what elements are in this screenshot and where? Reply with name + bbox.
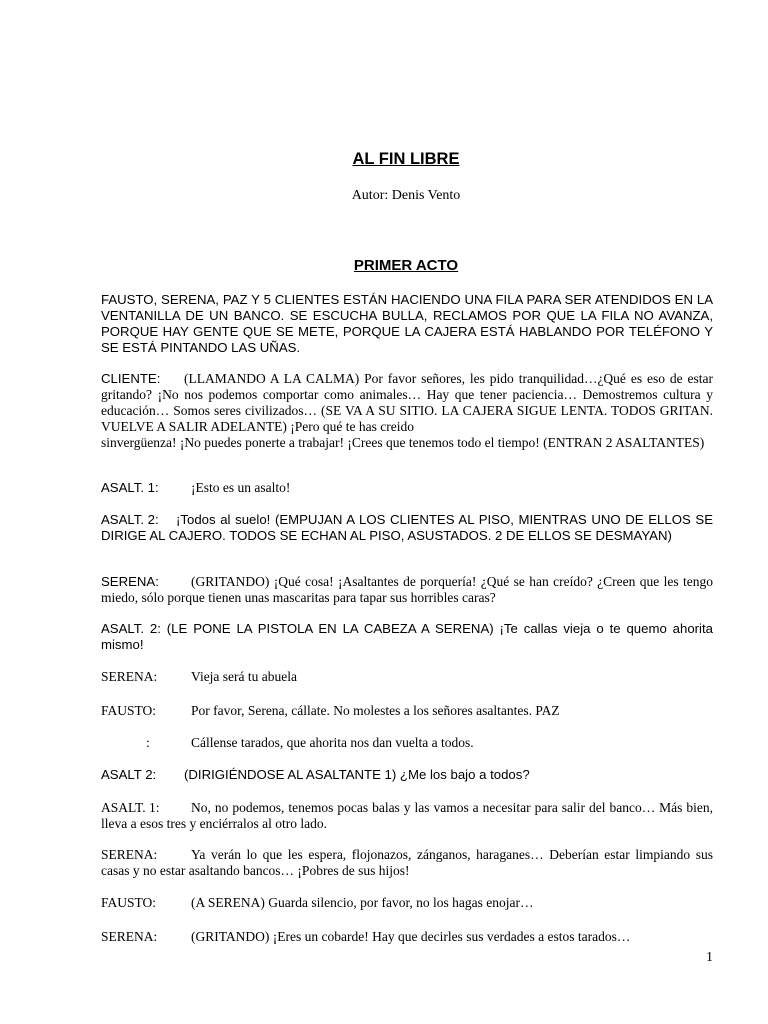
dialogue-text: Vieja será tu abuela [191,669,298,684]
document-title: AL FIN LIBRE [352,150,460,168]
dialogue-asalt2 [101,621,713,653]
dialogue-asalt1 [101,800,713,832]
dialogue-text: Ya verán lo que les espera, flojonazos, zánganos, haraganes… Deberían estar limpiando sus casas y no estar asaltando bancos… ¡Pobres de sus hijos! [101,847,713,878]
speaker-label: ASALT. 2: [101,512,159,527]
dialogue-serena [101,847,713,879]
act-heading: PRIMER ACTO [353,257,459,274]
dialogue-serena [101,929,713,945]
dialogue-fausto [101,895,713,911]
document-author: Autor: Denis Vento [351,188,461,203]
dialogue-fausto [101,703,713,719]
dialogue-text: (GRITANDO) ¡Qué cosa! ¡Asaltantes de porquería! ¿Qué se han creído? ¿Creen que les tengo miedo, sólo porque tienen unas mascaritas para tapar sus horribles caras? [101,574,713,605]
dialogue-text: (LE PONE LA PISTOLA EN LA CABEZA A SERENA) ¡Te callas vieja o te quemo ahorita mismo! [101,621,713,652]
speaker-label: SERENA: [101,929,158,944]
speaker-label: SERENA: [101,847,158,862]
speaker-label: CLIENTE: [101,371,161,386]
dialogue-cliente [101,371,713,451]
dialogue-text: (LLAMANDO A LA CALMA) Por favor señores, les pido tranquilidad…¿Qué es eso de estar gritando? ¡No nos podemos comportar como animales… Hay que tener paciencia… Demostremos cultura y educación… Somos seres civilizados… (SE VA A SU SITIO. LA CAJERA SIGUE LENTA. TODOS GRITAN. VUELVE A SALIR ADELANTE) ¡Pero qué te has creido [101,371,713,434]
dialogue-text-continued: sinvergüenza! ¡No puedes ponerte a trabajar! ¡Crees que tenemos todo el tiempo! (ENTRAN 2 ASALTANTES) [101,435,705,450]
dialogue-text: (A SERENA) Guarda silencio, por favor, no los hagas enojar… [191,895,534,910]
page-number: 1 [706,950,713,965]
dialogue-asalt2 [101,767,713,783]
speaker-label: SERENA: [101,669,158,684]
speaker-label: FAUSTO: [101,703,157,718]
dialogue-serena [101,669,713,685]
speaker-label: : [146,735,150,750]
dialogue-asalt1 [101,480,713,496]
dialogue-asalt2 [101,512,713,544]
speaker-label: FAUSTO: [101,895,157,910]
dialogue-text: ¡Esto es un asalto! [191,480,291,495]
speaker-label: ASALT. 2: [101,621,161,636]
stage-direction: FAUSTO, SERENA, PAZ Y 5 CLIENTES ESTÁN HACIENDO UNA FILA PARA SER ATENDIDOS EN LA VENTANILLA DE UN BANCO. SE ESCUCHA BULLA, RECLAMOS POR QUE LA FILA NO AVANZA, PORQUE HAY GENTE QUE SE METE, PORQUE LA CAJERA ESTÁ HABLANDO POR TELÉFONO Y SE ESTÁ PINTANDO LAS UÑAS. [101,292,713,355]
dialogue-serena [101,574,713,606]
speaker-label: ASALT 2: [101,767,157,782]
dialogue-text: ¡Todos al suelo! (EMPUJAN A LOS CLIENTES AL PISO, MIENTRAS UNO DE ELLOS SE DIRIGE AL CAJERO. TODOS SE ECHAN AL PISO, ASUSTADOS. 2 DE ELLOS SE DESMAYAN) [101,512,713,543]
speaker-label: SERENA: [101,574,159,589]
dialogue-text: Por favor, Serena, cállate. No molestes a los señores asaltantes. PAZ [191,703,560,718]
dialogue-paz [101,735,713,751]
dialogue-text: (DIRIGIÉNDOSE AL ASALTANTE 1) ¿Me los bajo a todos? [184,767,530,782]
dialogue-text: No, no podemos, tenemos pocas balas y las vamos a necesitar para salir del banco… Más bien, lleva a esos tres y enciérralos al otro lado. [101,800,713,831]
dialogue-text: (GRITANDO) ¡Eres un cobarde! Hay que decirles sus verdades a estos tarados… [191,929,631,944]
speaker-label: ASALT. 1: [101,800,160,815]
dialogue-text: Cállense tarados, que ahorita nos dan vuelta a todos. [191,735,474,750]
speaker-label: ASALT. 1: [101,480,159,495]
